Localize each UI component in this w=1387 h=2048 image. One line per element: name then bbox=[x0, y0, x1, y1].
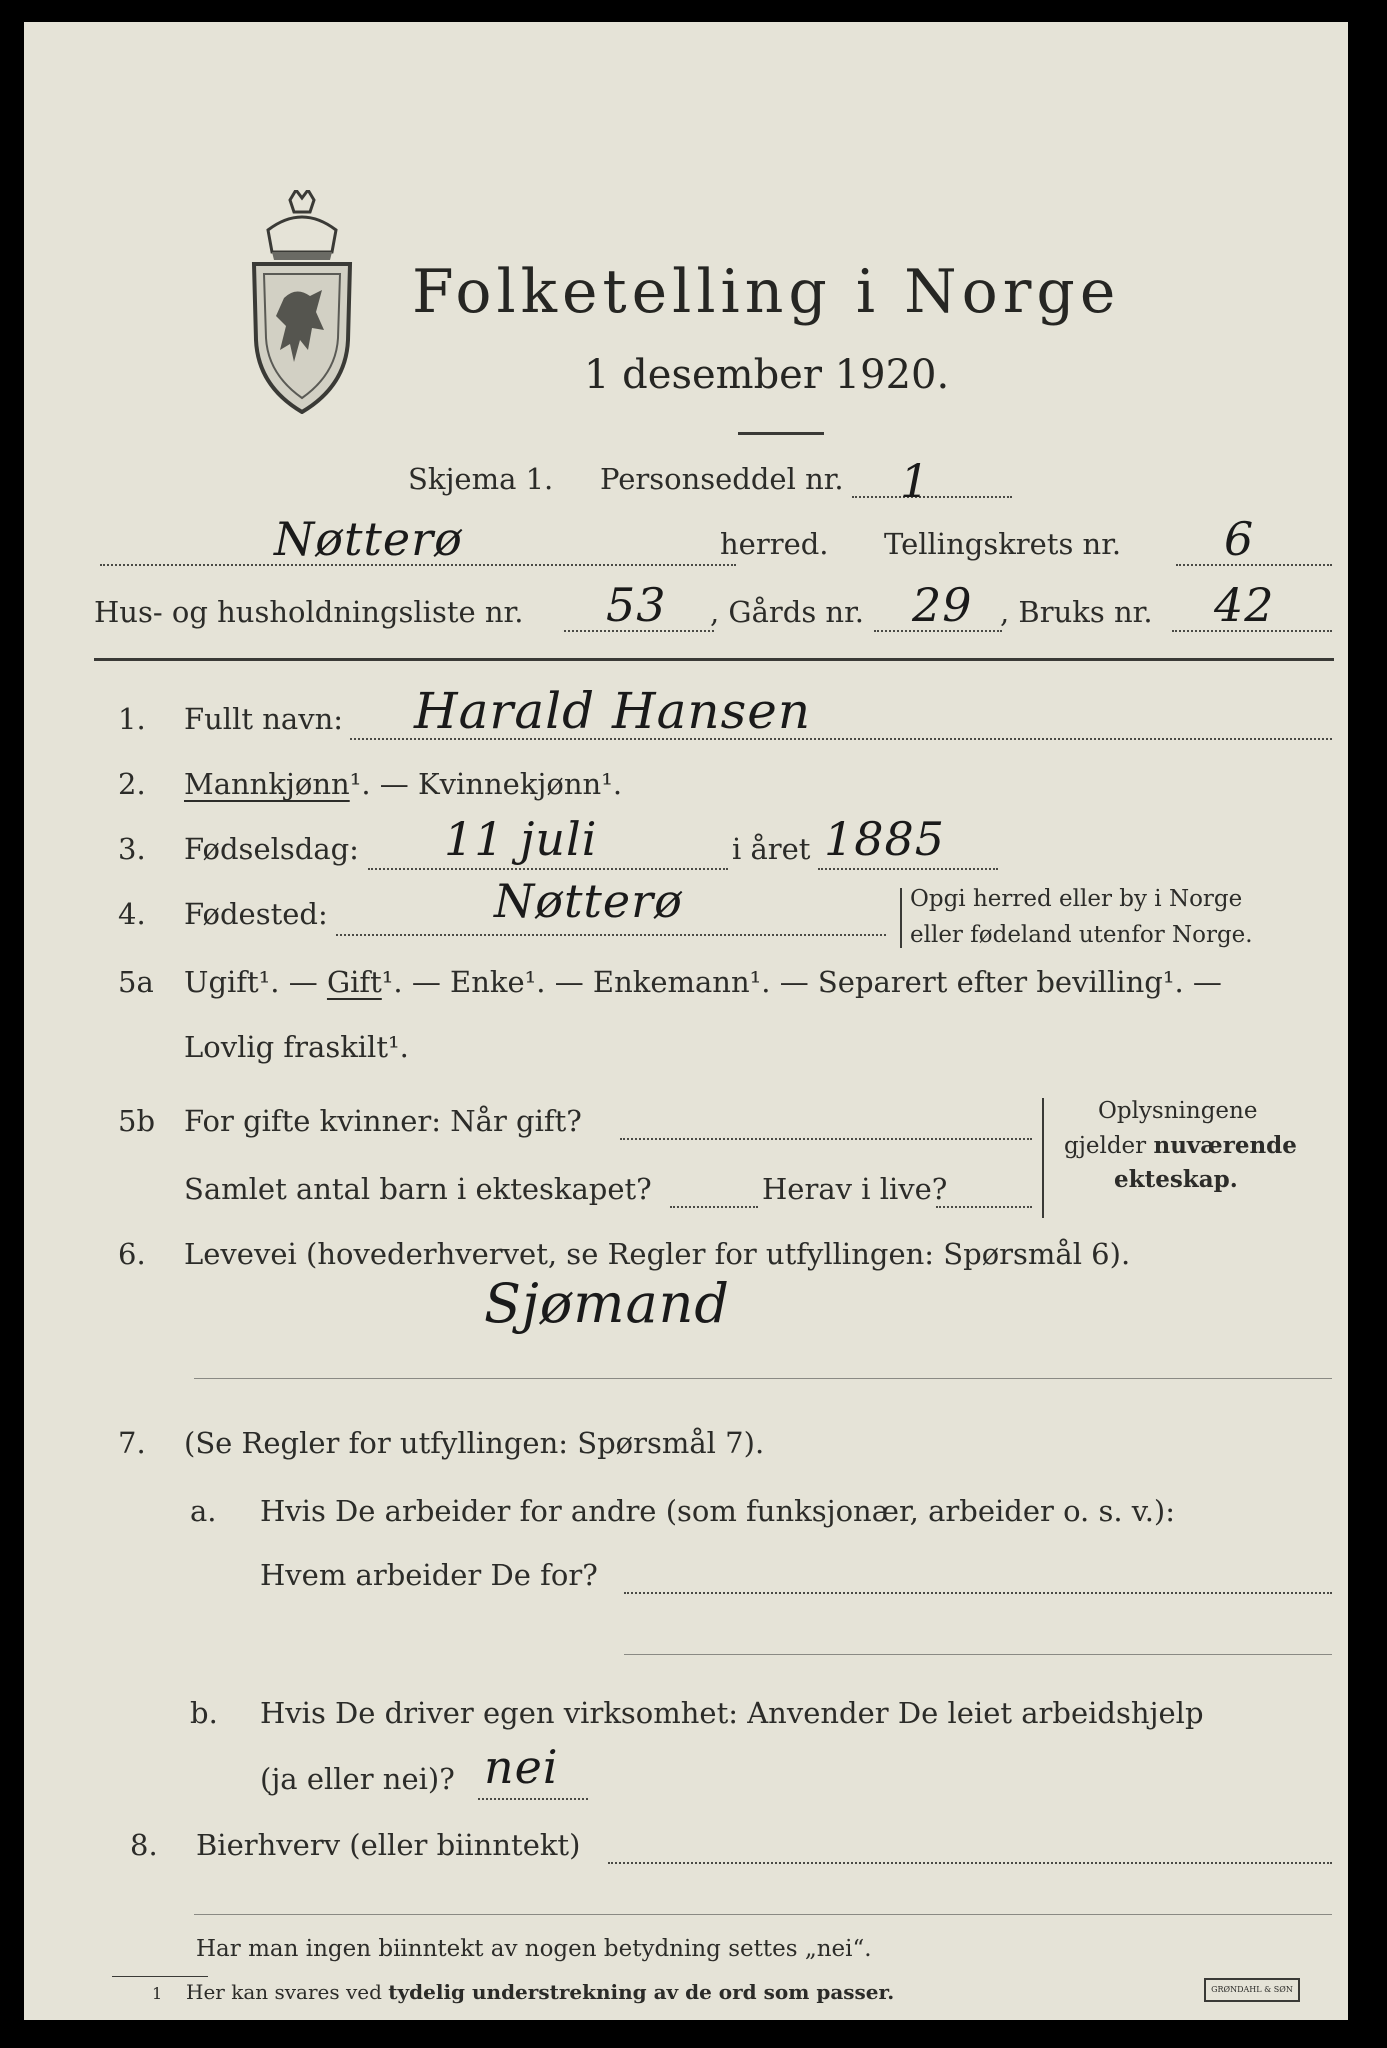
q5b-children-label: Samlet antal barn i ekteskapet? bbox=[184, 1172, 652, 1206]
tellingskrets-value: 6 bbox=[1224, 512, 1255, 566]
schema-number: Skjema 1. bbox=[408, 462, 554, 496]
q5b-note-line1: Oplysningene bbox=[1098, 1098, 1258, 1124]
q5b-children-line bbox=[670, 1206, 758, 1208]
q4-birthplace-value: Nøtterø bbox=[494, 874, 683, 928]
q5b-married-label: For gifte kvinner: Når gift? bbox=[184, 1104, 582, 1138]
q8-number: 8. bbox=[130, 1828, 158, 1862]
q6-label: Levevei (hovederhvervet, se Regler for utfyllingen: Spørsmål 6). bbox=[184, 1237, 1131, 1271]
q7a-letter: a. bbox=[190, 1494, 217, 1528]
q4-label: Fødested: bbox=[184, 897, 328, 931]
census-date: 1 desember 1920. bbox=[584, 352, 950, 398]
q4-note-bracket bbox=[900, 888, 902, 948]
bruks-label: , Bruks nr. bbox=[1000, 595, 1153, 629]
personseddel-label: Personseddel nr. bbox=[600, 462, 844, 496]
norwegian-coat-of-arms-icon bbox=[250, 190, 354, 414]
form-title: Folketelling i Norge bbox=[412, 257, 1121, 327]
personseddel-value: 1 bbox=[900, 454, 931, 508]
q5b-alive-line bbox=[936, 1206, 1032, 1208]
tellingskrets-label: Tellingskrets nr. bbox=[884, 527, 1122, 561]
q5a-other-options: ¹. — Enke¹. — Enkemann¹. — Separert efter bevilling¹. — bbox=[381, 965, 1222, 999]
herred-label: herred. bbox=[720, 527, 829, 561]
q6-occupation-value: Sjømand bbox=[484, 1272, 730, 1335]
q3-year-label: i året bbox=[732, 832, 811, 866]
title-divider bbox=[738, 432, 824, 435]
husholdning-value: 53 bbox=[606, 578, 667, 632]
herred-value: Nøtterø bbox=[274, 512, 463, 566]
q7a-label1: Hvis De arbeider for andre (som funksjonær, arbeider o. s. v.): bbox=[260, 1494, 1176, 1528]
q2-options bbox=[184, 767, 622, 801]
q5b-married-line bbox=[620, 1138, 1032, 1140]
q6-answer-line bbox=[194, 1378, 1332, 1379]
q5a-lovlig-fraskilt: Lovlig fraskilt¹. bbox=[184, 1030, 409, 1064]
q4-number: 4. bbox=[118, 897, 146, 931]
q2-female-option: ¹. — Kvinnekjønn¹. bbox=[349, 767, 623, 801]
q5a-ugift-option: Ugift¹. — bbox=[184, 965, 318, 999]
q2-male-option-underlined: Mannkjønn bbox=[184, 767, 350, 801]
q7b-label1: Hvis De driver egen virksomhet: Anvender De leiet arbeidshjelp bbox=[260, 1696, 1204, 1730]
q7-number: 7. bbox=[118, 1426, 146, 1460]
footnote-text-bold: tydelig understrekning av de ord som passer. bbox=[388, 1980, 895, 2004]
footnote-marker: 1 bbox=[152, 1984, 163, 2003]
q3-year-value: 1885 bbox=[824, 812, 946, 866]
footnote-rule bbox=[112, 1976, 208, 1977]
header-divider bbox=[94, 658, 1334, 661]
q6-number: 6. bbox=[118, 1237, 146, 1271]
personseddel-line bbox=[852, 496, 1012, 498]
q3-birthday-value: 11 juli bbox=[444, 812, 598, 866]
q7b-letter: b. bbox=[190, 1696, 218, 1730]
q7b-label2: (ja eller nei)? bbox=[260, 1762, 455, 1796]
q7-label: (Se Regler for utfyllingen: Spørsmål 7). bbox=[184, 1426, 765, 1460]
q7a-line bbox=[624, 1592, 1332, 1594]
q5b-note-bracket bbox=[1042, 1098, 1044, 1218]
gards-label: , Gårds nr. bbox=[710, 595, 864, 629]
q3-day-line bbox=[368, 868, 728, 870]
q5b-note-line2 bbox=[1064, 1132, 1297, 1159]
census-form-page bbox=[24, 22, 1348, 2020]
q7a-label2: Hvem arbeider De for? bbox=[260, 1558, 598, 1592]
q3-number: 3. bbox=[118, 832, 146, 866]
bruks-value: 42 bbox=[1214, 578, 1275, 632]
printer-stamp: GRØNDAHL & SØN bbox=[1204, 1978, 1300, 2002]
q1-label: Fullt navn: bbox=[184, 702, 344, 736]
husholdning-label: Hus- og husholdningsliste nr. bbox=[94, 595, 524, 629]
q5b-note-line3: ekteskap. bbox=[1114, 1166, 1238, 1193]
q5a-gift-option-underlined: Gift bbox=[326, 965, 382, 999]
q4-note-line2: eller fødeland utenfor Norge. bbox=[910, 922, 1253, 948]
q8-label: Bierhverv (eller biinntekt) bbox=[196, 1828, 581, 1862]
q4-line bbox=[336, 934, 886, 936]
footnote-text bbox=[186, 1980, 894, 2004]
q1-full-name-value: Harald Hansen bbox=[414, 682, 812, 740]
q7a-extra-line bbox=[624, 1654, 1332, 1655]
gards-value: 29 bbox=[912, 578, 973, 632]
q4-note-line1: Opgi herred eller by i Norge bbox=[910, 886, 1243, 912]
q5b-alive-label: Herav i live? bbox=[762, 1172, 948, 1206]
q7b-line bbox=[478, 1798, 588, 1800]
q8-extra-line bbox=[194, 1914, 1332, 1915]
q7b-value: nei bbox=[484, 1740, 559, 1794]
q5b-number: 5b bbox=[118, 1104, 156, 1138]
q2-number: 2. bbox=[118, 767, 146, 801]
q3-label: Fødselsdag: bbox=[184, 832, 359, 866]
footnote-text-a: Her kan svares ved bbox=[186, 1980, 382, 2004]
q5b-note-gjelder: gjelder bbox=[1064, 1133, 1147, 1159]
q8-line bbox=[608, 1862, 1332, 1864]
q5a-options bbox=[184, 965, 1222, 999]
bierhverv-note: Har man ingen biinntekt av nogen betydning settes „nei“. bbox=[196, 1936, 872, 1962]
q5a-number: 5a bbox=[118, 965, 154, 999]
q3-year-line bbox=[818, 868, 998, 870]
q1-number: 1. bbox=[118, 702, 146, 736]
q5b-note-nuvaerende: nuværende bbox=[1153, 1132, 1297, 1159]
